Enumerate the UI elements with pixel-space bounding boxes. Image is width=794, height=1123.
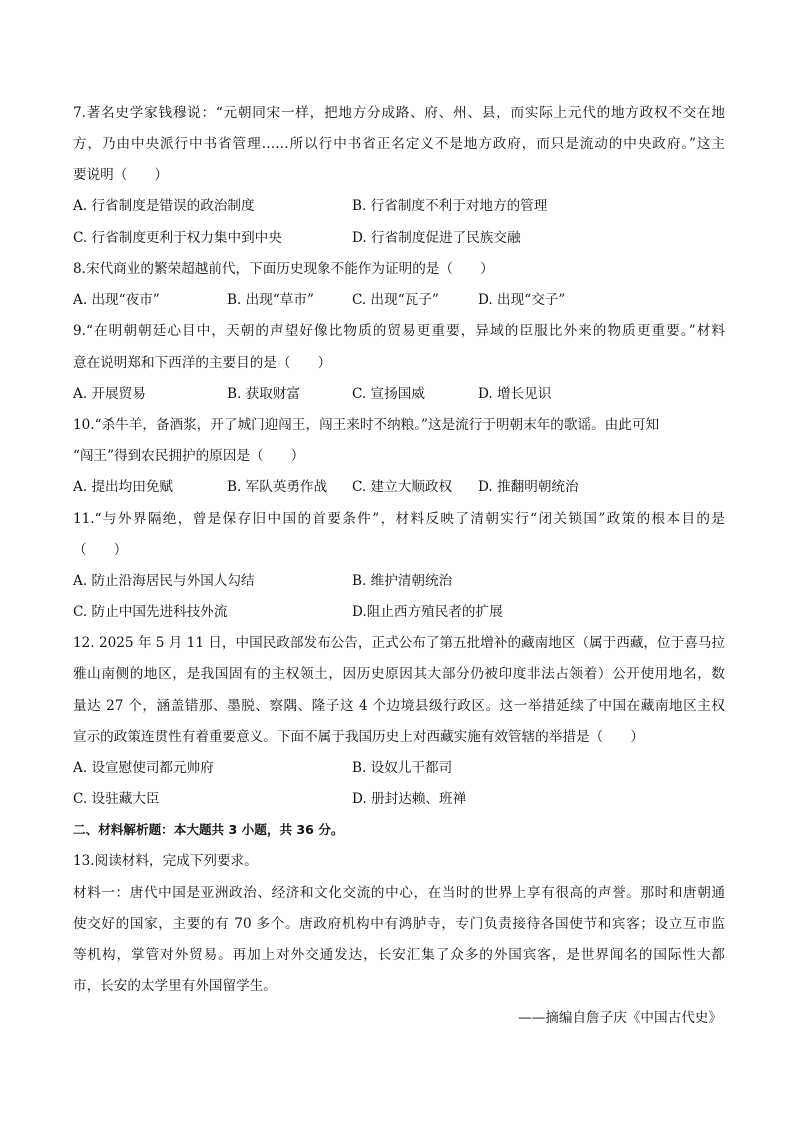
question-12-line-4: 宣示的政策连贯性有着重要意义。下面不属于我国历史上对西藏实施有效管辖的举措是（ ）	[73, 729, 644, 745]
question-8-option-b: B. 出现“草市”	[227, 292, 314, 308]
question-12-option-c: C. 设驻藏大臣	[73, 791, 160, 807]
question-9-option-a: A. 开展贸易	[73, 386, 146, 402]
question-7-option-d: D. 行省制度促进了民族交融	[352, 230, 521, 246]
question-7-line-1: 7.著名史学家钱穆说：“元朝同宋一样，把地方分成路、府、州、县，而实际上元代的地方政权不交在地	[73, 105, 725, 121]
question-12-line-2: 雅山南侧的地区，是我国固有的主权领土，因历史原因其大部分仍被印度非法占领着）公开使用地名，数	[73, 666, 725, 682]
question-11-line-2: （ ）	[73, 542, 128, 558]
question-10-option-a: A. 提出均田免赋	[73, 479, 174, 495]
question-8-option-c: C. 出现“瓦子”	[352, 292, 439, 308]
question-12-line-1: 12. 2025 年 5 月 11 日，中国民政部发布公告，正式公布了第五批增补的藏南地区（属于西藏，位于喜马拉	[73, 635, 725, 651]
question-10-line-1: 10.“杀牛羊，备酒浆，开了城门迎闯王，闯王来时不纳粮。”这是流行于明朝末年的歌谣。由此可知	[73, 417, 660, 433]
question-9-line-2: 意在说明郑和下西洋的主要目的是（ ）	[73, 355, 332, 371]
question-13-material-line-3: 等机构，掌管对外贸易。再加上对外交通发达，长安汇集了众多的外国宾客，是世界闻名的国际性大都	[73, 947, 725, 963]
question-7-line-3: 要说明（ ）	[73, 167, 169, 183]
question-9-option-d: D. 增长见识	[478, 386, 552, 402]
question-10-option-b: B. 军队英勇作战	[227, 479, 328, 495]
question-13-material-line-4: 市，长安的太学里有外国留学生。	[73, 978, 277, 994]
question-12-line-3: 量达 27 个，涵盖错那、墨脱、察隅、隆子这 4 个边境县级行政区。这一举措延续了中国在藏南地区主权	[73, 698, 725, 714]
section-2-heading: 二、材料解析题：本大题共 3 小题，共 36 分。	[73, 822, 344, 837]
question-7-option-a: A. 行省制度是错误的政治制度	[73, 198, 255, 214]
question-7-line-2: 方，乃由中央派行中书省管理……所以行中书省正名定义不是地方政府，而只是流动的中央政府。”这主	[73, 136, 725, 152]
question-12-option-d: D. 册封达赖、班禅	[352, 791, 467, 807]
question-8-option-d: D. 出现“交子”	[478, 292, 566, 308]
question-9-line-1: 9.“在明朝朝廷心目中，天朝的声望好像比物质的贸易更重要，异域的臣服比外来的物质更重要。”材料	[73, 323, 725, 339]
question-11-option-b: B. 维护清朝统治	[352, 573, 453, 589]
question-11-option-d: D.阻止西方殖民者的扩展	[352, 604, 503, 620]
question-11-option-c: C. 防止中国先进科技外流	[73, 604, 228, 620]
question-10-line-2: “闯王”得到农民拥护的原因是（ ）	[73, 448, 305, 464]
question-10-option-d: D. 推翻明朝统治	[478, 479, 579, 495]
question-7-option-b: B. 行省制度不利于对地方的管理	[352, 198, 548, 214]
question-8-option-a: A. 出现“夜市”	[73, 292, 160, 308]
question-13-source: ——摘编自詹子庆《中国古代史》	[518, 1010, 722, 1026]
question-9-option-c: C. 宣扬国威	[352, 386, 425, 402]
question-13-material-line-1: 材料一：唐代中国是亚洲政治、经济和文化交流的中心，在当时的世界上享有很高的声誉。那时和唐朝通	[73, 885, 725, 901]
question-11-line-1: 11.“与外界隔绝，曾是保存旧中国的首要条件”，材料反映了清朝实行“闭关锁国”政策的根本目的是	[73, 511, 725, 527]
question-9-option-b: B. 获取财富	[227, 386, 301, 402]
question-13-material-line-2: 使交好的国家，主要的有 70 多个。唐政府机构中有鸿胪寺，专门负责接待各国使节和宾客；设立互市监	[73, 916, 725, 932]
question-10-option-c: C. 建立大顺政权	[352, 479, 453, 495]
question-12-option-b: B. 设奴儿干都司	[352, 760, 453, 776]
question-11-option-a: A. 防止沿海居民与外国人勾结	[73, 573, 255, 589]
question-7-option-c: C. 行省制度更利于权力集中到中央	[73, 230, 282, 246]
question-8-stem: 8.宋代商业的繁荣超越前代，下面历史现象不能作为证明的是（ ）	[73, 261, 494, 277]
question-12-option-a: A. 设宣慰使司都元帅府	[73, 760, 214, 776]
question-13-intro: 13.阅读材料，完成下列要求。	[73, 853, 258, 869]
